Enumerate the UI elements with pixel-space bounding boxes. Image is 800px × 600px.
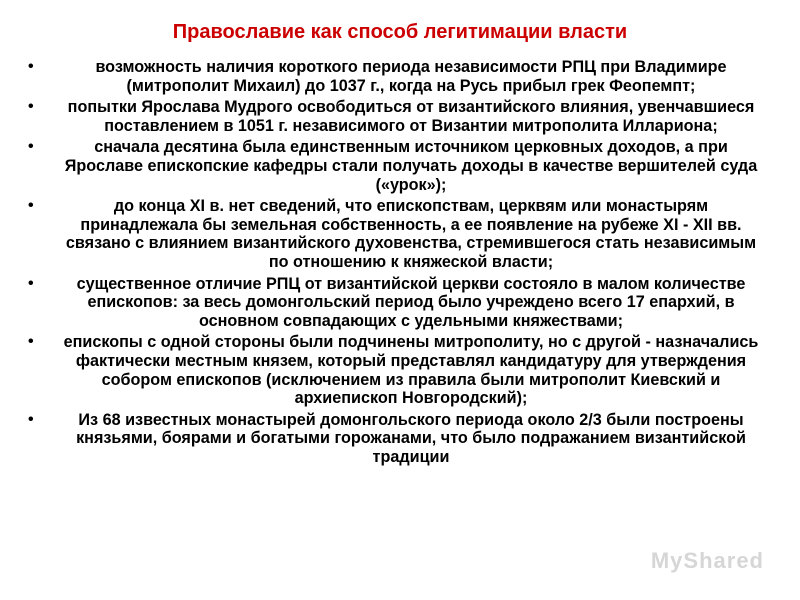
- list-item-text: попытки Ярослава Мудрого освободиться от византийского влияния, увенчавшиеся поставлением в 1051 г. независимого от Византии митрополита Иллариона;: [67, 98, 755, 135]
- list-item-text: Из 68 известных монастырей домонгольского периода около 2/3 были построены князьями, боярами и богатыми горожанами, что было подражанием византийской традиции: [76, 410, 746, 466]
- list-item: [28, 275, 774, 331]
- bullet-icon: •: [28, 98, 34, 116]
- list-item-text: епископы с одной стороны были подчинены митрополиту, но с другой - назначались фактически местным князем, который представлял кандидатуру для утверждения собором епископов (исключением из правила были митрополит Киевский и архиепископ Новгородский);: [63, 333, 759, 408]
- list-item: [28, 411, 774, 467]
- bullet-list: [28, 58, 774, 469]
- list-item-text: до конца XI в. нет сведений, что епископствам, церквям или монастырям принадлежала бы земельная собственность, а ее появление на рубеже XI - XII вв. связано с влиянием византийского духовенства, стремившегося стать независимым по отношению к княжеской власти;: [65, 197, 757, 271]
- bullet-icon: •: [28, 138, 34, 156]
- bullet-icon: •: [28, 333, 34, 351]
- watermark-logo: MyShared: [650, 548, 764, 573]
- list-item: [28, 98, 774, 135]
- list-item-text: существенное отличие РПЦ от византийской церкви состояло в малом количестве епископов: за весь домонгольский период было учреждено всего 17 епархий, в основном совпадающих с удельными княжествами;: [76, 274, 746, 330]
- list-item: [28, 333, 774, 407]
- list-item: [28, 58, 774, 95]
- list-item: [28, 138, 774, 194]
- bullet-icon: •: [28, 58, 34, 75]
- bullet-icon: •: [28, 410, 34, 428]
- slide-title: Православие как способ легитимации власти: [172, 21, 628, 43]
- list-item: [28, 197, 774, 271]
- bullet-icon: •: [28, 197, 34, 215]
- list-item-text: сначала десятина была единственным источником церковных доходов, а при Ярославе епископские кафедры стали получать доходы в качестве вершителей суда («урок»);: [64, 138, 758, 194]
- bullet-icon: •: [28, 274, 34, 292]
- list-item-text: возможность наличия короткого периода независимости РПЦ при Владимире (митрополит Михаил) до 1037 г., когда на Русь прибыл грек Феопемпт;: [95, 58, 727, 95]
